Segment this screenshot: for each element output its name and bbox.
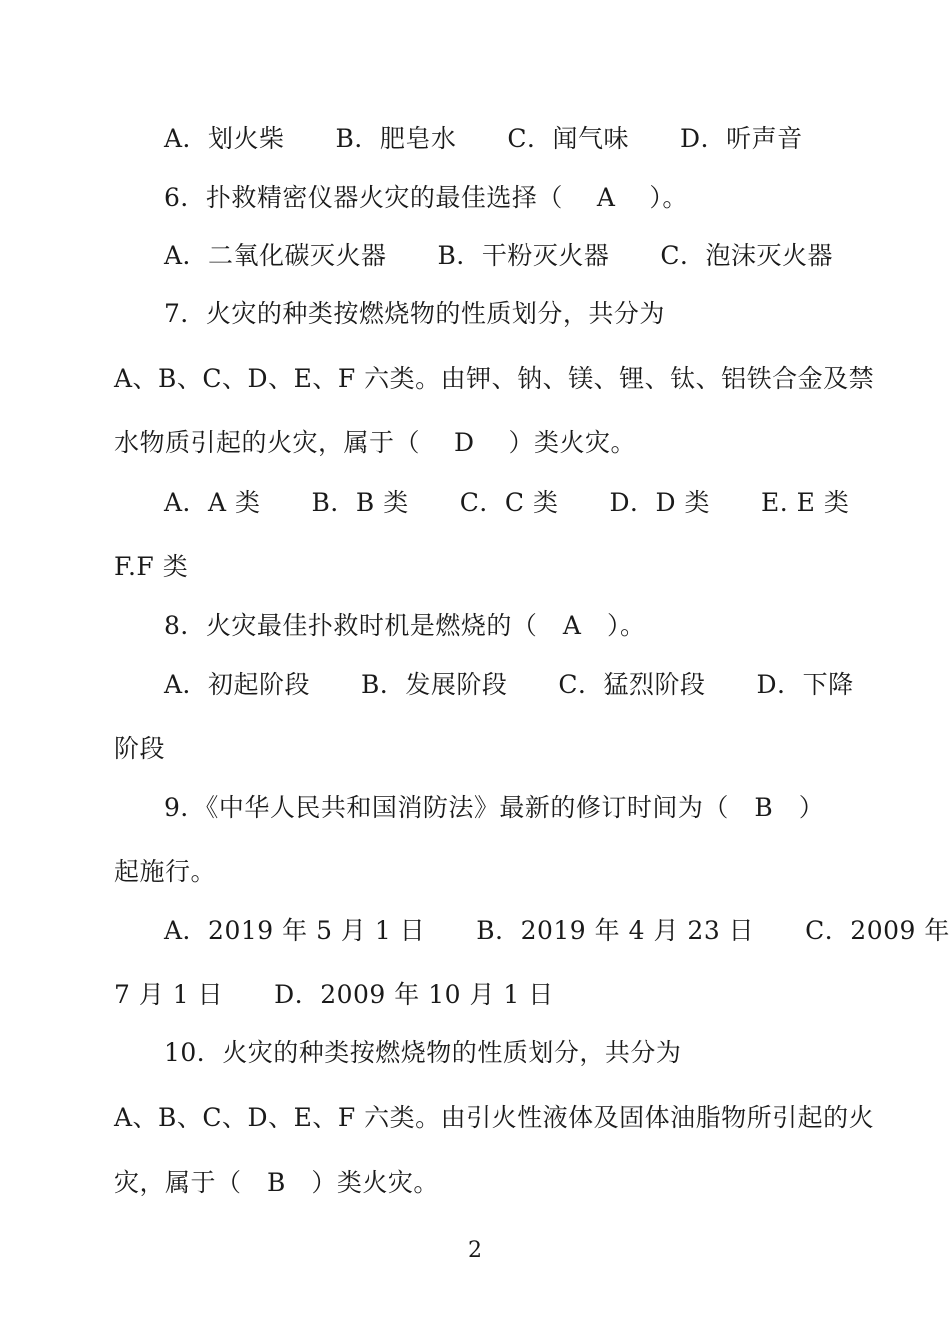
q6-options: A．二氧化碳灭火器 B．干粉灭火器 C．泡沫灭火器 [164, 241, 834, 270]
q7-options-line-1: A．A 类 B．B 类 C．C 类 D．D 类 E. E 类 [164, 488, 850, 517]
q10-question-line-2: A、B、C、D、E、F 六类。由引火性液体及固体油脂物所引起的火 [114, 1103, 875, 1132]
q9-options-line-2: 7 月 1 日 D．2009 年 10 月 1 日 [114, 980, 554, 1009]
q6-question: 6．扑救精密仪器火灾的最佳选择（ A ）。 [164, 183, 688, 212]
q10-question-line-1: 10．火灾的种类按燃烧物的性质划分，共分为 [164, 1038, 682, 1067]
q9-question-line-1: 9．《中华人民共和国消防法》最新的修订时间为（ B ） [164, 793, 825, 822]
q10-question-line-3: 灾，属于（ B ）类火灾。 [114, 1168, 439, 1197]
q9-question-line-2: 起施行。 [114, 857, 217, 886]
q8-options-line-2: 阶段 [114, 734, 166, 763]
q8-question: 8．火灾最佳扑救时机是燃烧的（ A ）。 [164, 611, 646, 640]
q5-options: A．划火柴 B．肥皂水 C．闻气味 D．听声音 [164, 124, 803, 153]
q7-question-line-2: A、B、C、D、E、F 六类。由钾、钠、镁、锂、钛、铝铁合金及禁 [114, 364, 875, 393]
page-number: 2 [468, 1238, 482, 1263]
q7-question-line-3: 水物质引起的火灾，属于（ D ）类火灾。 [114, 428, 636, 457]
q7-question-line-1: 7．火灾的种类按燃烧物的性质划分，共分为 [164, 299, 665, 328]
q9-options-line-1: A．2019 年 5 月 1 日 B．2019 年 4 月 23 日 C．2009 年 [164, 916, 950, 945]
q8-options-line-1: A．初起阶段 B．发展阶段 C．猛烈阶段 D．下降 [164, 670, 854, 699]
q7-options-line-2: F.F 类 [114, 552, 189, 581]
